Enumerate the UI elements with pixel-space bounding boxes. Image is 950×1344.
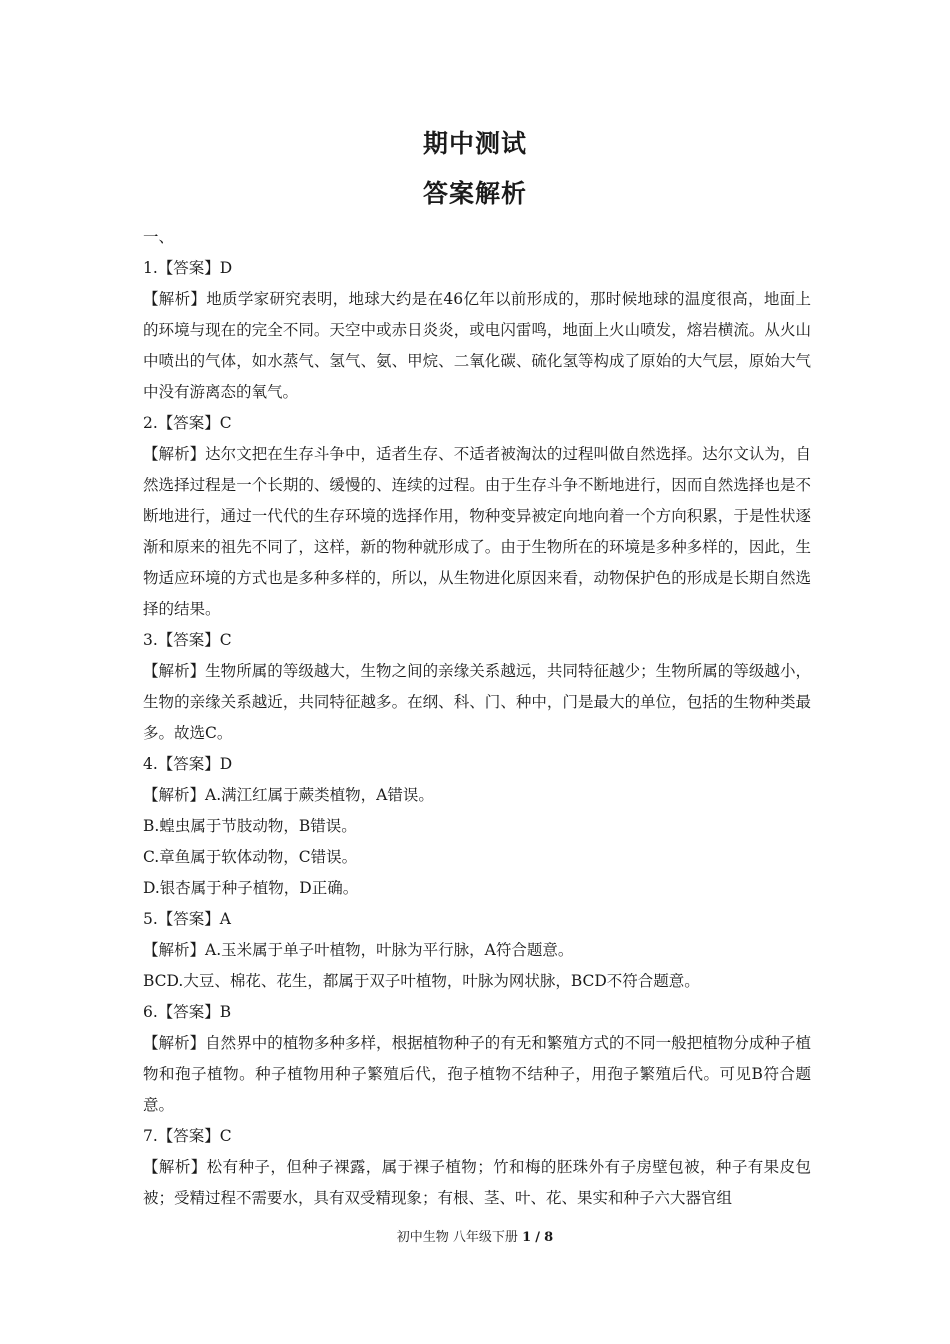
footer-text: 初中生物 八年级下册 (396, 1230, 518, 1245)
page-number: 1 (522, 1230, 532, 1245)
q5-option-bcd: BCD.大豆、棉花、花生，都属于双子叶植物，叶脉为网状脉，BCD不符合题意。 (143, 972, 700, 990)
q6-answer: 6.【答案】B (143, 1003, 232, 1021)
q5-answer: 5.【答案】A (143, 910, 231, 928)
q3-analysis: 【解析】生物所属的等级越大，生物之间的亲缘关系越远，共同特征越少；生物所属的等级越小，生物的亲缘关系越近，共同特征越多。在纲、科、门、种中，门是最大的单位，包括的生物种类最多。故选C。 (143, 662, 811, 742)
q4-answer: 4.【答案】D (143, 755, 233, 773)
q2-answer: 2.【答案】C (143, 414, 232, 432)
q7-answer: 7.【答案】C (143, 1127, 232, 1145)
document-title: 期中测试 (422, 129, 527, 158)
q3-answer: 3.【答案】C (143, 631, 232, 649)
q1-answer: 1.【答案】D (143, 259, 233, 277)
document-subtitle: 答案解析 (422, 179, 527, 208)
page-total: 8 (544, 1230, 554, 1245)
q6-analysis: 【解析】自然界中的植物多种多样，根据植物种子的有无和繁殖方式的不同一般把植物分成种子植物和孢子植物。种子植物用种子繁殖后代，孢子植物不结种子，用孢子繁殖后代。可见B符合题意。 (143, 1034, 811, 1114)
answer-content (143, 222, 811, 1214)
q7-analysis: 【解析】松有种子，但种子裸露，属于裸子植物；竹和梅的胚珠外有子房壁包被，种子有果皮包被；受精过程不需要水，具有双受精现象；有根、茎、叶、花、果实和种子六大器官组 (143, 1158, 811, 1207)
q4-option-d: D.银杏属于种子植物，D正确。 (143, 879, 359, 897)
q4-analysis: 【解析】A.满江红属于蕨类植物，A错误。 (143, 786, 434, 804)
q1-analysis: 【解析】地质学家研究表明，地球大约是在46亿年以前形成的，那时候地球的温度很高，地面上的环境与现在的完全不同。天空中或赤日炎炎，或电闪雷鸣，地面上火山喷发，熔岩横流。从火山中喷出的气体，如水蒸气、氢气、氨、甲烷、二氧化碳、硫化氢等构成了原始的大气层，原始大气中没有游离态的氧气。 (143, 290, 811, 401)
page-footer (0, 1226, 950, 1245)
page-separator: / (535, 1230, 541, 1245)
section-heading: 一、 (143, 228, 175, 246)
q4-option-b: B.蝗虫属于节肢动物，B错误。 (143, 817, 357, 835)
q2-analysis: 【解析】达尔文把在生存斗争中，适者生存、不适者被淘汰的过程叫做自然选择。达尔文认为，自然选择过程是一个长期的、缓慢的、连续的过程。由于生存斗争不断地进行，因而自然选择也是不断地进行，通过一代代的生存环境的选择作用，物种变异被定向地向着一个方向积累，于是性状逐渐和原来的祖先不同了，这样，新的物种就形成了。由于生物所在的环境是多种多样的，因此，生物适应环境的方式也是多种多样的，所以，从生物进化原因来看，动物保护色的形成是长期自然选择的结果。 (143, 445, 811, 618)
q5-analysis: 【解析】A.玉米属于单子叶植物，叶脉为平行脉，A符合题意。 (143, 941, 574, 959)
q4-option-c: C.章鱼属于软体动物，C错误。 (143, 848, 358, 866)
